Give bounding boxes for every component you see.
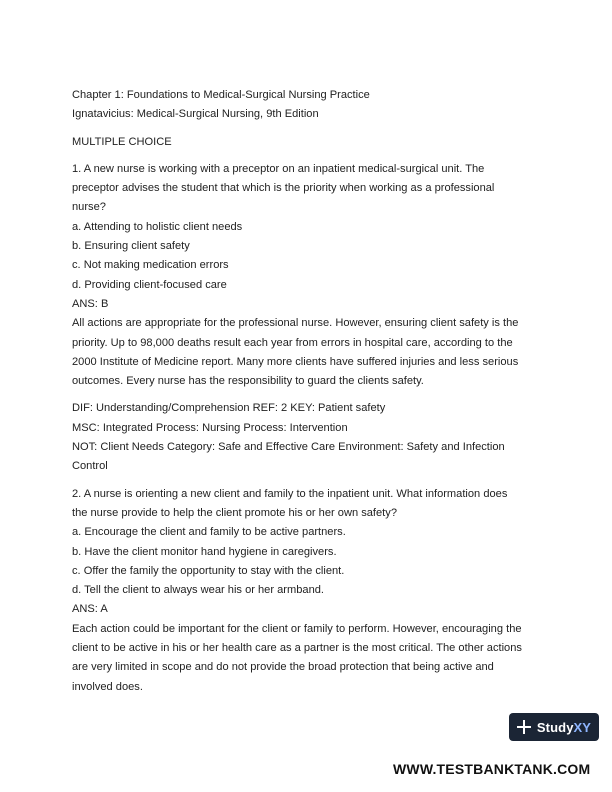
rationale-line: outcomes. Every nurse has the responsibility to guard the clients safety. xyxy=(72,375,424,388)
question-2 xyxy=(72,485,542,697)
meta-line: Control xyxy=(72,460,108,473)
question-stem-line: the nurse provide to help the client promote his or her own safety? xyxy=(72,506,397,519)
question-stem-line: 1. A new nurse is working with a preceptor on an inpatient medical-surgical unit. The xyxy=(72,162,485,175)
answer-option-c: c. Offer the family the opportunity to stay with the client. xyxy=(72,564,345,577)
meta-line: MSC: Integrated Process: Nursing Process: Intervention xyxy=(72,421,348,434)
answer-option-a: a. Encourage the client and family to be active partners. xyxy=(72,526,346,539)
question-1 xyxy=(72,160,542,477)
badge-label xyxy=(537,720,591,735)
studyxy-badge[interactable] xyxy=(509,713,599,741)
answer-option-b: b. Ensuring client safety xyxy=(72,240,190,253)
question-stem-line: nurse? xyxy=(72,201,106,214)
rationale-line: 2000 Institute of Medicine report. Many more clients have suffered injuries and less serious xyxy=(72,355,519,368)
rationale-line: Each action could be important for the client or family to perform. However, encouraging the xyxy=(72,622,522,635)
section-heading: MULTIPLE CHOICE xyxy=(72,135,172,148)
plus-icon xyxy=(517,720,531,734)
badge-text-main: Study xyxy=(536,719,574,735)
rationale-line: involved does. xyxy=(72,680,143,693)
answer-option-d: d. Tell the client to always wear his or her armband. xyxy=(72,584,324,597)
answer-key: ANS: B xyxy=(72,297,109,310)
document-body xyxy=(72,86,542,697)
rationale-line: client to be active in his or her health care as a partner is the most critical. The other actions xyxy=(72,642,522,655)
answer-option-b: b. Have the client monitor hand hygiene in caregivers. xyxy=(72,545,337,558)
rationale-line: are very limited in scope and do not provide the broad protection that being active and xyxy=(72,661,494,674)
meta-line: DIF: Understanding/Comprehension REF: 2 KEY: Patient safety xyxy=(72,402,386,415)
answer-option-c: c. Not making medication errors xyxy=(72,259,229,272)
footer-url[interactable]: WWW.TESTBANKTANK.COM xyxy=(393,761,591,777)
question-stem-line: preceptor advises the student that which is the priority when working as a professional xyxy=(72,182,495,195)
rationale-line: All actions are appropriate for the professional nurse. However, ensuring client safety is the xyxy=(72,317,519,330)
answer-key: ANS: A xyxy=(72,603,108,616)
chapter-title: Chapter 1: Foundations to Medical-Surgical Nursing Practice xyxy=(72,89,370,101)
book-title: Ignatavicius: Medical-Surgical Nursing, 9th Edition xyxy=(72,108,319,121)
answer-option-a: a. Attending to holistic client needs xyxy=(72,220,243,233)
badge-text-accent: XY xyxy=(573,719,592,735)
answer-option-d: d. Providing client-focused care xyxy=(72,278,227,291)
meta-line: NOT: Client Needs Category: Safe and Effective Care Environment: Safety and Infection xyxy=(72,441,505,454)
rationale-line: priority. Up to 98,000 deaths result each year from errors in hospital care, according to the xyxy=(72,336,513,349)
question-stem-line: 2. A nurse is orienting a new client and family to the inpatient unit. What information does xyxy=(72,487,508,500)
